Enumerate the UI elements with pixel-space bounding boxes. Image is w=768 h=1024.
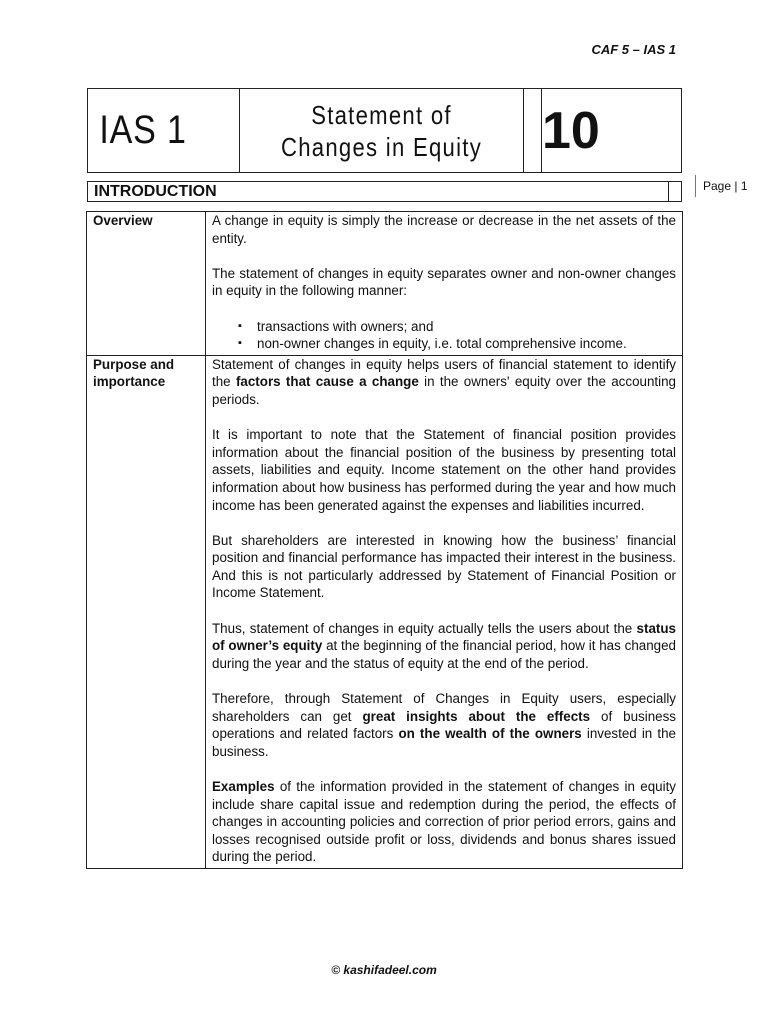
emphasis-text: great insights about the effects: [362, 708, 591, 724]
section-heading: INTRODUCTION: [87, 181, 669, 202]
chapter-title-line2: Changes in Equity: [280, 131, 483, 162]
overview-paragraph-1: A change in equity is simply the increase or decrease in the net assets of the entity.: [212, 213, 676, 246]
table-row-purpose: [87, 355, 683, 868]
chapter-number-cell: [542, 89, 681, 172]
title-name-cell: [240, 89, 524, 172]
text-run: Therefore, through Statement of Changes in Equity users, especially shareholders can get: [212, 691, 676, 724]
purpose-paragraph-4: [212, 620, 676, 673]
purpose-paragraph-3: But shareholders are interested in knowing how the business’ financial position and financial performance has impacted their interest in the business. And this is not particularly addressed by Statement of Financial Position or Income Statement.: [212, 532, 676, 601]
row-label-overview: Overview: [87, 212, 206, 356]
title-spacer-cell: [524, 89, 542, 172]
running-header: CAF 5 – IAS 1: [591, 42, 676, 57]
overview-bullet-list: [212, 318, 676, 353]
page-marker: [703, 179, 748, 193]
emphasis-text: factors that cause a change: [235, 374, 419, 390]
overview-bullet-item: ▪ non-owner changes in equity, i.e. total comprehensive income.: [238, 335, 676, 353]
chapter-title-box: [87, 88, 682, 173]
table-row-overview: [87, 212, 683, 356]
chapter-title: [261, 99, 502, 163]
chapter-number: 10: [542, 101, 600, 160]
page-separator: |: [734, 179, 738, 193]
row-content-overview: [206, 212, 683, 356]
emphasis-text: Examples: [212, 779, 275, 794]
text-run: at the beginning of the financial period, how it has changed during the year and the status of equity at the end of the period.: [212, 638, 676, 671]
text-run: in the owners' equity over the accounting periods.: [212, 374, 676, 407]
standard-code: IAS 1: [99, 108, 187, 152]
purpose-paragraph-6: [212, 778, 676, 866]
purpose-paragraph-5: [212, 690, 676, 760]
page-marker-rule: [695, 175, 696, 197]
title-standard-cell: [88, 89, 240, 172]
row-label-purpose: Purpose and importance: [87, 355, 206, 868]
footer-copyright: © kashifadeel.com: [331, 963, 437, 977]
overview-paragraph-2-text: The statement of changes in equity separates owner and non-owner changes in equity in the following manner:: [212, 265, 676, 299]
emphasis-text: status of owner’s equity: [212, 620, 676, 654]
purpose-paragraph-1: [212, 356, 676, 409]
chapter-title-line1: Statement of: [311, 99, 452, 130]
purpose-paragraph-2: It is important to note that the Statement of financial position provides information about the financial position of the business by presenting total assets, liabilities and equity. Income statement on the other hand provides information about how business has performed during the year and how much income has been generated against the expenses and liabilities incurred.: [212, 427, 676, 513]
text-run: invested in the business.: [212, 726, 676, 759]
overview-bullet-item: ▪ transactions with owners; and: [238, 318, 676, 336]
text-run: of the information provided in the statement of changes in equity include share capital issue and redemption during the period, the effects of changes in accounting policies and correction of prior period errors, gains and losses recognised outside profit or loss, dividends and bonus shares issued during the period.: [212, 779, 676, 865]
introduction-table: [86, 211, 683, 869]
text-run: Statement of changes in equity helps users of financial statement to identify the: [212, 356, 676, 390]
text-run: of business operations and related factors: [212, 708, 677, 742]
page-label: Page: [703, 179, 732, 193]
text-run: Thus, statement of changes in equity actually tells the users about the: [212, 620, 637, 636]
page-number: 1: [740, 179, 748, 193]
row-content-purpose: [206, 355, 683, 868]
overview-paragraph-2: [212, 265, 676, 300]
section-heading-tail: [668, 181, 682, 202]
emphasis-text: on the wealth of the owners: [398, 726, 582, 742]
